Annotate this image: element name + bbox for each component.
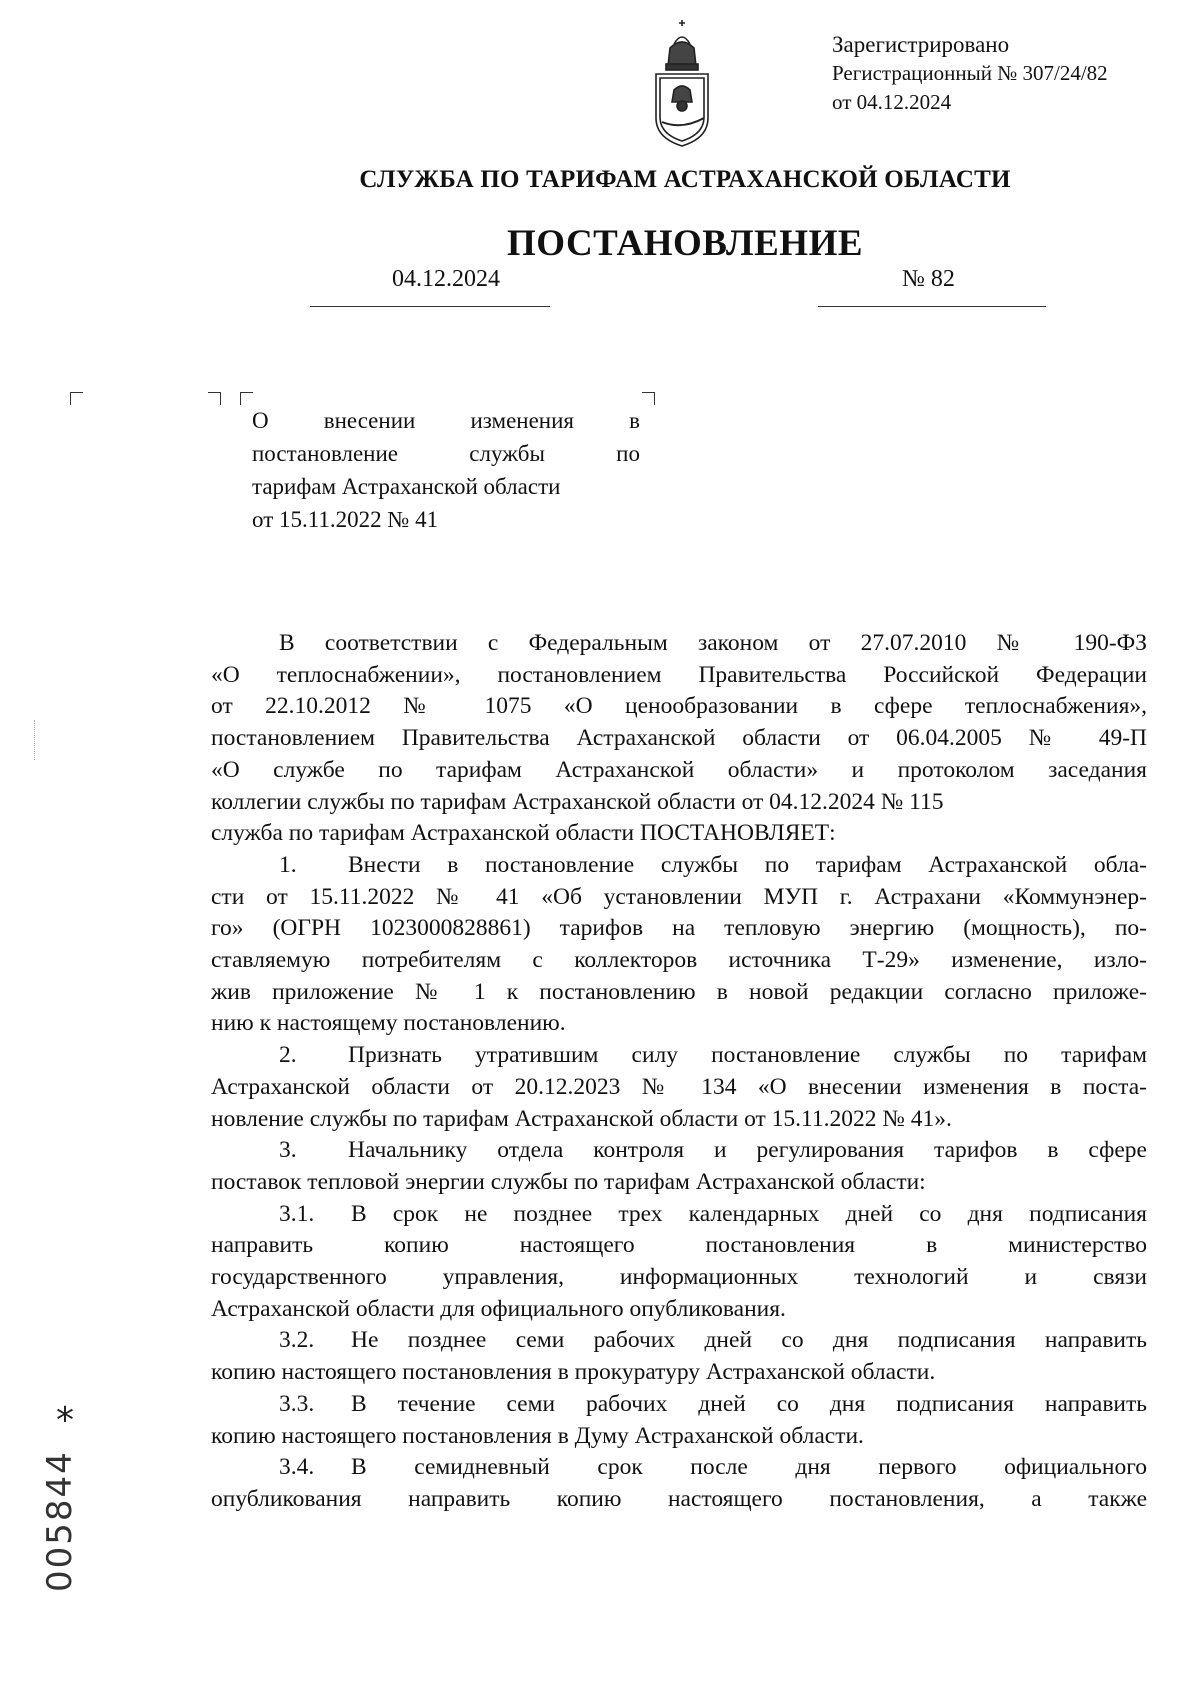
body-line: «О теплоснабжении», постановлением Правительства Российской Федерации: [211, 661, 1147, 688]
document-date: 04.12.2024: [392, 266, 500, 292]
body-line: ставляемую потребителям с коллекторов источника Т-29» изменение, изло-: [211, 947, 1147, 974]
coat-of-arms-emblem: [648, 18, 716, 150]
body-line: В течение семи рабочих дней со дня подписания направить: [351, 1390, 1147, 1417]
document-body: [211, 628, 1147, 1516]
subject-line: О внесении изменения в: [252, 408, 640, 433]
body-line: сти от 15.11.2022 № 41 «Об установлении МУП г. Астрахани «Коммунэнер-: [211, 883, 1147, 910]
registration-label: Зарегистрировано: [832, 32, 1010, 57]
document-subject: [252, 404, 640, 536]
subject-line: от 15.11.2022 № 41: [252, 507, 439, 532]
body-line: «О службе по тарифам Астраханской области» и протоколом заседания: [211, 756, 1147, 783]
document-type-title: ПОСТАНОВЛЕНИЕ: [506, 223, 864, 264]
paragraph-number: 3.1.: [279, 1200, 315, 1227]
body-line: Начальнику отдела контроля и регулирования тарифов в сфере: [348, 1137, 1147, 1164]
body-line: направить копию настоящего постановления в министерство: [211, 1232, 1147, 1259]
corner-mark: [208, 392, 221, 405]
body-line: В соответствии с Федеральным законом от 27.07.2010 № 190-ФЗ: [279, 630, 1147, 656]
registration-number: Регистрационный № 307/24/82: [832, 61, 1108, 85]
body-line: служба по тарифам Астраханской области ПОСТАНОВЛЯЕТ:: [211, 820, 836, 847]
body-line: нию к настоящему постановлению.: [211, 1010, 566, 1037]
margin-mark: *: [56, 1400, 74, 1441]
subject-line: тарифам Астраханской области: [252, 474, 561, 499]
body-line: копию настоящего постановления в прокуратуру Астраханской области.: [211, 1359, 936, 1386]
paragraph-number: 1.: [279, 851, 297, 878]
paragraph-3-2: [211, 1325, 1147, 1357]
body-line: Признать утратившим силу постановление службы по тарифам: [348, 1042, 1147, 1069]
paragraph-number: 3.: [279, 1137, 297, 1164]
body-line: постановлением Правительства Астраханской области от 06.04.2005 № 49-П: [211, 725, 1147, 752]
registration-stamp: [832, 30, 1108, 117]
body-line: от 22.10.2012 № 1075 «О ценообразовании в сфере теплоснабжения»,: [211, 693, 1147, 720]
paragraph-number: 2.: [279, 1042, 297, 1069]
body-line: Не позднее семи рабочих дней со дня подписания направить: [351, 1327, 1147, 1354]
paragraph-number: 3.4.: [279, 1454, 315, 1481]
paragraph-3-4: [211, 1452, 1147, 1484]
organization-title: СЛУЖБА ПО ТАРИФАМ АСТРАХАНСКОЙ ОБЛАСТИ: [359, 166, 1011, 193]
registration-date: от 04.12.2024: [832, 90, 952, 114]
body-line: копию настоящего постановления в Думу Астраханской области.: [211, 1422, 864, 1449]
document-number: № 82: [902, 266, 955, 292]
paragraph-3-3: [211, 1389, 1147, 1421]
body-line: Астраханской области от 20.12.2023 № 134 «О внесении изменения в поста-: [211, 1073, 1147, 1100]
body-line: В семидневный срок после дня первого официального: [351, 1454, 1147, 1481]
document-number-field: [818, 262, 1046, 307]
body-line: В срок не позднее трех календарных дней со дня подписания: [351, 1200, 1147, 1227]
corner-mark: [70, 392, 83, 405]
body-line: опубликования направить копию настоящего постановления, а также: [211, 1485, 1147, 1512]
document-date-field: [310, 262, 550, 307]
paragraph-3-1: [211, 1199, 1147, 1231]
paragraph-1: [211, 850, 1147, 882]
body-line: поставок тепловой энергии службы по тарифам Астраханской области:: [211, 1168, 926, 1195]
paragraph-number: 3.2.: [279, 1327, 315, 1354]
subject-line: постановление службы по: [252, 441, 640, 466]
paragraph-2: [211, 1040, 1147, 1072]
body-line: новление службы по тарифам Астраханской области от 15.11.2022 № 41».: [211, 1105, 952, 1132]
body-line: государственного управления, информационных технологий и связи: [211, 1264, 1147, 1291]
corner-mark: [642, 392, 655, 405]
body-line: коллегии службы по тарифам Астраханской области от 04.12.2024 № 115: [211, 788, 944, 815]
body-line: го» (ОГРН 1023000828861) тарифов на тепловую энергию (мощность), по-: [211, 915, 1147, 942]
body-line: жив приложение № 1 к постановлению в новой редакции согласно приложе-: [211, 978, 1147, 1005]
margin-serial-number: 005844: [40, 1450, 80, 1592]
paragraph-3: [211, 1135, 1147, 1167]
paragraph-number: 3.3.: [279, 1390, 315, 1417]
body-line: Астраханской области для официального опубликования.: [211, 1295, 786, 1322]
body-line: Внести в постановление службы по тарифам Астраханской обла-: [348, 851, 1147, 878]
scan-artifact: [34, 720, 37, 760]
